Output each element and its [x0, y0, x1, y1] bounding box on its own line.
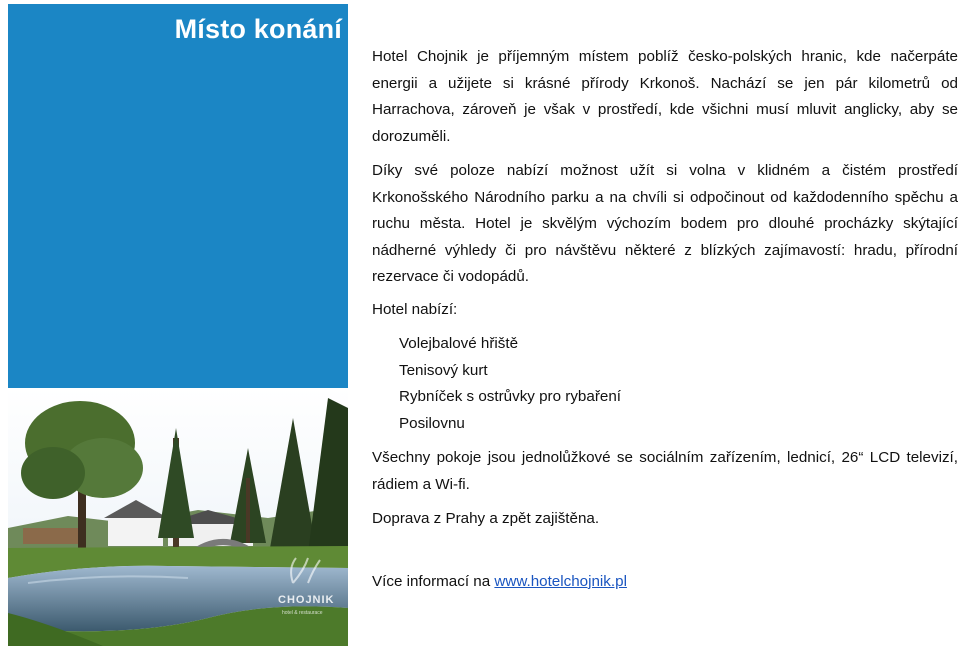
- offers-list: [372, 331, 958, 437]
- main-content: [372, 44, 958, 595]
- page-title: Místo konání: [174, 14, 342, 44]
- list-item: Posilovnu: [399, 414, 465, 432]
- intro-paragraph: Hotel Chojnik je příjemným místem poblíž česko-polských hranic, kde načerpáte energii a užijete si krásné přírody Krkonoš. Nachází se jen pár kilometrů od Harrachova, zároveň je však v prostředí, kde všichni musí mluvit anglicky, aby se dorozuměli.: [372, 48, 958, 145]
- list-item: Volejbalové hřiště: [399, 335, 519, 352]
- transport-paragraph: Doprava z Prahy a zpět zajištěna.: [372, 510, 600, 527]
- more-info-label: Více informací na: [372, 572, 495, 590]
- list-item: Rybníček s ostrůvky pro rybaření: [399, 388, 621, 405]
- hotel-website-link[interactable]: www.hotelchojnik.pl: [494, 572, 627, 590]
- hotel-photo: [8, 388, 348, 646]
- hotel-logo-text: CHOJNIK: [278, 594, 335, 606]
- rooms-paragraph: Všechny pokoje jsou jednolůžkové se sociálním zařízením, lednicí, 26“ LCD televizí, rádiem a Wi-fi.: [372, 449, 958, 493]
- sidebar-header-panel: [8, 4, 348, 388]
- location-paragraph: Díky své poloze nabízí možnost užít si volna v klidném a čistém prostředí Krkonošského Národního parku a na chvíli si odpočinout od každodenního spěchu a ruchu města. Hotel je skvělým výchozím bodem pro dlouhé procházky skýtající nádherné výhledy či pro návštěvu některé z blízkých zajímavostí: hradu, přírodní rezervace či vodopádů.: [372, 162, 958, 285]
- offers-heading: Hotel nabízí:: [372, 300, 458, 318]
- hotel-landscape-image: [8, 388, 348, 646]
- more-info-line: [372, 569, 958, 596]
- hotel-logo-subtitle: hotel & restaurace: [282, 610, 323, 616]
- list-item: Tenisový kurt: [399, 361, 488, 379]
